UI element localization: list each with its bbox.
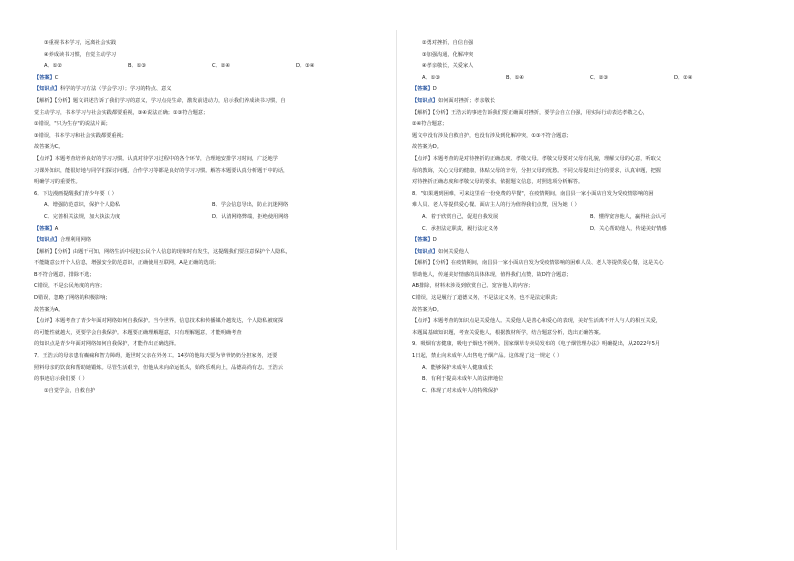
choice-c: C．完善相关法规，加大执法力度 <box>44 213 121 220</box>
knowledge-text: 如何关爱他人 <box>437 248 470 255</box>
analysis-line: C错误，这是履行了道德义务，不是法定义务，也不是法定职责； <box>412 295 561 302</box>
choice-b: B．①③ <box>128 63 147 70</box>
comment-line: 【点评】本题考查的是对待挫折的正确态度、孝敬父母。孝敬父母要对父母有礼貌，理解父母的心意，听取父 <box>412 155 662 162</box>
choice-a: A．①③ <box>422 74 441 81</box>
choice-c: C．②④ <box>212 63 231 70</box>
knowledge-point-line <box>34 235 380 247</box>
answer-line <box>34 224 380 236</box>
comment-line: 【点评】本题考查的知识点是关爱他人。关爱他人是善心和爱心的表现，美好生活离不开人与人的相互关爱， <box>412 318 662 325</box>
analysis-line: ③错误，书本学习和社会实践都要重视； <box>34 132 127 139</box>
knowledge-tag: 【知识点】 <box>412 97 438 104</box>
analysis-line: 【解析】【分析】王浩云的事迹告诉我们要正确面对挫折，要学会自立自强，用实际行动表达孝敬之心， <box>412 109 649 116</box>
comment-line: 本题属基础知识题，考查关爱他人，根据教材所学，结合题意分析，选出正确答案。 <box>412 329 604 336</box>
analysis-line: ②④符合题意； <box>412 121 448 128</box>
analysis-line: 不能随意公开个人信息，增强安全防范意识，正确使用互联网，A是正确的选项； <box>34 260 220 267</box>
analysis-line: C错误，不是公民角度的内容； <box>34 283 106 290</box>
answer-value: A <box>54 225 59 232</box>
choice-row <box>412 212 758 224</box>
option-line: ③加强沟通，化解冲突 <box>422 51 474 58</box>
analysis-line: 故答案为A。 <box>34 306 64 313</box>
answer-value: D <box>432 86 437 93</box>
knowledge-tag: 【知识点】 <box>34 86 60 93</box>
question-7: 7．王浩云的母亲患有癫痫和智力障碍，逝世时父亲在外务工。14岁的他每天要为爷爷奶奶分担家务，还要 <box>34 353 278 360</box>
question-6: 6．下边漫画提醒我们青少年要（ ） <box>34 190 117 197</box>
answer-line <box>34 73 380 85</box>
choice-d: D．②④ <box>674 74 693 81</box>
analysis-line: 故答案为D。 <box>412 306 442 313</box>
analysis-line: 帮助他人，传递美好情感的具体体现，值得我们点赞，故D符合题意； <box>412 271 572 278</box>
comment-line: 的可能性就越大，更要学会自我保护。本题要正确理解题意，只有理解题意，才能明确考查 <box>34 329 242 336</box>
choice-c: C．承担法定职责，履行法定义务 <box>422 225 499 232</box>
choice-b: B．①④ <box>506 74 525 81</box>
analysis-line: ①错误，"只为生存"的说法片面； <box>34 121 111 128</box>
option-line: ④养成读书习惯，自觉主动学习 <box>44 51 117 58</box>
analysis-line: 【解析】【分析】由题干可知，网络生活中侵犯公民个人信息的现象时有发生，这提醒我们要注意保护个人隐私， <box>34 248 291 255</box>
choice-a: A．着于欣赏自己，促进自我发展 <box>422 213 499 220</box>
answer-tag: 【答案】 <box>412 237 433 244</box>
choice-a: A．增强防范意识，保护个人隐私 <box>44 202 121 209</box>
analysis-line: D错误，忽略了网络的积极影响； <box>34 295 111 302</box>
answer-tag: 【答案】 <box>34 225 55 232</box>
knowledge-point-line <box>412 247 758 259</box>
question-9: 1日起，禁止向未成年人出售电子烟产品。这体现了这一规定（ ） <box>412 353 563 360</box>
choice-row <box>34 61 380 73</box>
analysis-line: 觉主动学习，书本学习与社会实践都要重视，③④说法正确；①③符合题意； <box>34 109 209 116</box>
knowledge-text: 合理利用网络 <box>59 237 92 244</box>
comment-line: 【点评】本题考查培养良好的学习习惯。认真对待学习过程中的各个环节，合理地安排学习时间，广泛地学 <box>34 155 278 162</box>
question-7: 的事迹启示我们要（ ） <box>34 376 88 383</box>
choice-d: D．③④ <box>296 63 315 70</box>
option-line: ③重视书本学习，远离社会实践 <box>44 40 117 46</box>
choice-d: D．认清网络弊端，拒绝使用网络 <box>212 213 289 220</box>
choice-row <box>412 73 758 85</box>
answer-value: C <box>54 74 59 81</box>
comment-line: 的知识点是青少年面对网络如何自我保护，才能作出正确选择。 <box>34 341 180 348</box>
option-line: C．体现了对未成年人的特殊保护 <box>422 387 499 394</box>
right-column <box>412 38 758 397</box>
choice-row <box>412 224 758 236</box>
comment-line: 【点评】本题考查了青少年面对网络如何自我保护。当今世界，信息技术和传播媒介越发达，个人隐私被窥探 <box>34 318 284 325</box>
knowledge-point-line <box>412 96 758 108</box>
analysis-line: B不符合题意，排除不选； <box>34 271 95 278</box>
answer-line <box>412 235 758 247</box>
comment-line: 母的教诲，关心父母的健康，体贴父母的辛劳，分担父母的忧愁。不同父母提出过分的要求，认真审题，把握 <box>412 167 662 174</box>
question-7: 照料母亲的饮食和帮助她锻炼。尽管生活艰辛，但他从未向命运低头，始终乐观向上，品德高尚有志。王浩云 <box>34 364 284 371</box>
answer-tag: 【答案】 <box>412 86 433 93</box>
knowledge-tag: 【知识点】 <box>412 248 438 255</box>
answer-line <box>412 84 758 96</box>
left-column <box>34 38 380 397</box>
analysis-line: AB排除，材料未涉及到欣赏自己、宽容他人的内容； <box>412 283 534 290</box>
option-line: ②勇对挫折，自信自强 <box>422 40 474 46</box>
choice-b: B．学会信息导出，防止沉迷网络 <box>212 202 289 209</box>
comment-line: 对待挫折正确态度和孝敬父母的要求，依据题文信息，对照选项分析解答。 <box>412 179 584 186</box>
answer-tag: 【答案】 <box>34 74 55 81</box>
choice-d: D．关心帮助他人，传递美好情感 <box>590 225 667 232</box>
question-8: 难人员、老人等提供爱心餐。面店主人的行为值得我们点赞，因为她（ ） <box>412 202 580 209</box>
comment-line: 习课外知识，能很好地与同学们探讨问题，合作学习等都是良好的学习习惯。解答本题要认真分析题干中的话， <box>34 167 289 174</box>
knowledge-point-line <box>34 84 380 96</box>
answer-value: D <box>432 237 437 244</box>
choice-c: C．②③ <box>590 74 609 81</box>
option-line: ④孝亲敬长，关爱家人 <box>422 63 474 70</box>
analysis-line: 【解析】【分析】题文讲述告诉了我们学习的意义，学习点亮生命，激发前进动力，启示我们养成读书习惯，自 <box>34 97 286 104</box>
option-line: ①自觉学会，自救自护 <box>44 387 96 394</box>
comment-line: 明确学习的重要性。 <box>34 179 81 186</box>
analysis-line: 故答案为D。 <box>412 144 442 151</box>
knowledge-tag: 【知识点】 <box>34 237 60 244</box>
choice-row <box>34 200 380 212</box>
question-9: 9．吸烟有害健康，吸电子烟也不例外。国家烟草专卖局发布的《电子烟管理办法》明确提出，从2022年5月 <box>412 341 661 348</box>
knowledge-text: 如何面对挫折；孝亲敬长 <box>437 97 496 104</box>
choice-row <box>34 212 380 224</box>
analysis-line: 题文中没有涉及自救自护，也没有涉及到化解冲突，①③不符合题意； <box>412 132 572 139</box>
option-line: A．能够保护未成年人健康成长 <box>422 364 493 371</box>
choice-b: B．懂得宽容他人，赢得社会认可 <box>590 213 667 220</box>
option-line: B．有利于提高未成年人的法律地位 <box>422 376 504 383</box>
column-divider <box>396 30 397 550</box>
knowledge-text: 科学的学习方法（学会学习）；学习的特点、意义 <box>59 86 172 93</box>
choice-a: A．①② <box>44 63 63 70</box>
analysis-line: 【解析】【分析】在疫情期间，南昌县一家小面店自发为受疫情影响的困难人员、老人等提供爱心餐，这是关心 <box>412 260 664 267</box>
analysis-line: 故答案为C。 <box>34 144 64 151</box>
question-8: 8．"如果遇到困难，可来这里看一份免费的早餐"，在疫情期间，南昌县一家小面店自发为受疫情影响的困 <box>412 190 654 197</box>
